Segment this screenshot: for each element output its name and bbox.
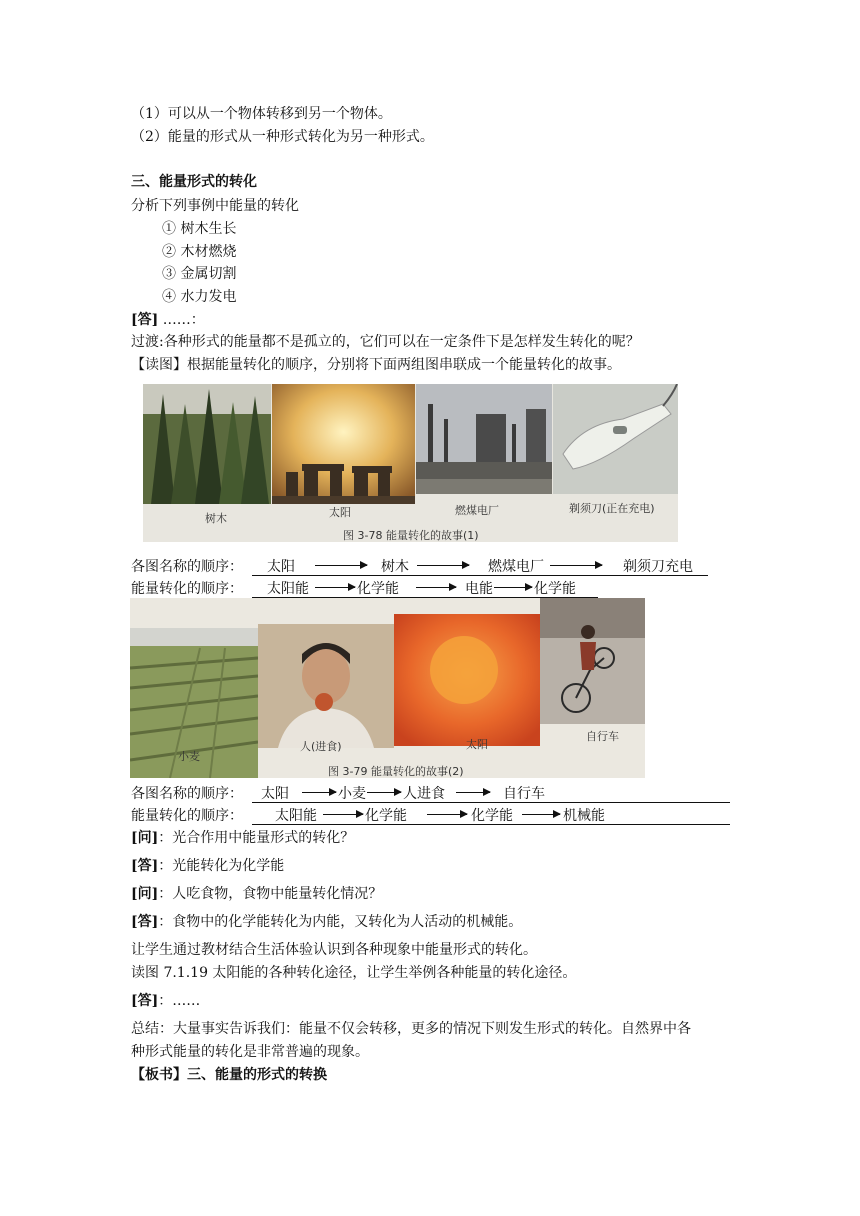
names-label: 各图名称的顺序：	[131, 559, 243, 575]
answer-label: [答]	[131, 312, 159, 328]
sun-photo	[394, 614, 540, 746]
answer-1	[131, 856, 284, 876]
answer-text: ：光能转化为化学能	[158, 858, 285, 874]
list-item: ③ 金属切割	[162, 266, 237, 282]
blackboard-note	[131, 1065, 327, 1085]
person-photo	[258, 624, 394, 748]
intro-line-1: （1）可以从一个物体转移到另一个物体。	[131, 106, 392, 122]
sequence1-names	[131, 556, 731, 576]
list-item: ② 木材燃烧	[162, 244, 237, 260]
teaching-note-1: 让学生通过教材结合生活体验认识到各种现象中能量形式的转化。	[131, 942, 537, 958]
section-prompt: 分析下列事例中能量的转化	[131, 198, 299, 214]
answer-text: ……：	[158, 312, 205, 328]
figure1-label: 太阳	[329, 506, 351, 519]
sequence-item: 剃须刀充电	[623, 559, 693, 575]
figure2-label: 太阳	[466, 738, 488, 751]
arrow-icon	[416, 587, 456, 588]
teaching-note-2: 读图 7.1.19 太阳能的各种转化途径，让学生举例各种能量的转化途径。	[131, 965, 577, 981]
read-figure-text: 【读图】根据能量转化的顺序，分别将下面两组图串联成一个能量转化的故事。	[131, 357, 621, 373]
sequence-item: 电能	[465, 581, 493, 597]
energy-label: 能量转化的顺序：	[131, 808, 243, 824]
answer-text: ：……	[158, 993, 201, 1009]
sequence1-energy	[131, 578, 731, 598]
sequence-item: 太阳能	[275, 808, 317, 824]
figure1-label: 燃煤电厂	[455, 504, 499, 517]
answer-line	[131, 310, 205, 330]
transition-text: 过渡:各种形式的能量都不是孤立的，它们可以在一定条件下是怎样发生转化的呢？	[131, 334, 640, 350]
answer-label: [答]	[131, 914, 159, 930]
arrow-icon	[323, 814, 363, 815]
arrow-icon	[550, 565, 602, 566]
question-label: [问]	[131, 830, 159, 846]
answer-underline	[252, 783, 730, 803]
sequence-item: 自行车	[503, 786, 545, 802]
question-label: [问]	[131, 886, 159, 902]
sun-photo	[272, 384, 415, 504]
energy-label: 能量转化的顺序：	[131, 581, 243, 597]
sequence-item: 太阳	[267, 559, 295, 575]
answer-label: [答]	[131, 858, 159, 874]
figure2-label: 小麦	[178, 750, 200, 763]
figure-energy-story-2	[130, 598, 645, 778]
figure-energy-story-1	[143, 384, 678, 542]
trees-photo	[143, 384, 271, 504]
arrow-icon	[522, 814, 560, 815]
sequence-item: 太阳	[261, 786, 289, 802]
names-label: 各图名称的顺序：	[131, 786, 243, 802]
arrow-icon	[494, 587, 532, 588]
arrow-icon	[427, 814, 467, 815]
sequence-item: 树木	[381, 559, 409, 575]
figure2-caption: 图 3-79 能量转化的故事(2)	[328, 765, 464, 778]
intro-line-2: （2）能量的形式从一种形式转化为另一种形式。	[131, 129, 434, 145]
arrow-icon	[417, 565, 469, 566]
sequence2-names	[131, 783, 731, 803]
board-text: 三、能量的形式的转换	[187, 1067, 327, 1083]
bicycle-photo	[540, 598, 645, 724]
figure2-label: 自行车	[586, 730, 619, 743]
summary-line-1: 总结：大量事实告诉我们：能量不仅会转移，更多的情况下则发生形式的转化。自然界中各	[131, 1021, 691, 1037]
answer-text: ：食物中的化学能转化为内能，又转化为人活动的机械能。	[158, 914, 523, 930]
answer-label: [答]	[131, 993, 159, 1009]
list-item: ① 树木生长	[162, 221, 237, 237]
list-item: ④ 水力发电	[162, 289, 237, 305]
arrow-icon	[302, 792, 336, 793]
figure1-label: 剃须刀(正在充电)	[569, 502, 655, 515]
arrow-icon	[315, 587, 355, 588]
sequence-item: 化学能	[471, 808, 513, 824]
sequence-item: 小麦	[338, 786, 366, 802]
sequence-item: 燃煤电厂	[488, 559, 544, 575]
arrow-icon	[315, 565, 367, 566]
shaver-photo	[553, 384, 678, 494]
figure2-label: 人(进食)	[300, 740, 342, 753]
question-2	[131, 884, 382, 904]
summary-line-2: 种形式能量的转化是非常普遍的现象。	[131, 1044, 369, 1060]
question-text: ：人吃食物，食物中能量转化情况？	[158, 886, 383, 902]
sequence-item: 人进食	[403, 786, 445, 802]
sequence-item: 化学能	[357, 581, 399, 597]
arrow-icon	[367, 792, 401, 793]
board-label: 【板书】	[131, 1067, 187, 1083]
figure1-caption: 图 3-78 能量转化的故事(1)	[343, 529, 479, 542]
sequence-item: 太阳能	[267, 581, 309, 597]
power-plant-photo	[416, 384, 552, 494]
sequence-item: 化学能	[534, 581, 576, 597]
arrow-icon	[456, 792, 490, 793]
question-1	[131, 828, 354, 848]
sequence-item: 机械能	[563, 808, 605, 824]
figure1-label: 树木	[205, 512, 227, 525]
sequence-item: 化学能	[365, 808, 407, 824]
question-text: ：光合作用中能量形式的转化？	[158, 830, 355, 846]
sequence2-energy	[131, 805, 731, 825]
answer-3	[131, 991, 200, 1011]
section-heading: 三、能量形式的转化	[131, 174, 257, 190]
answer-2	[131, 912, 522, 932]
